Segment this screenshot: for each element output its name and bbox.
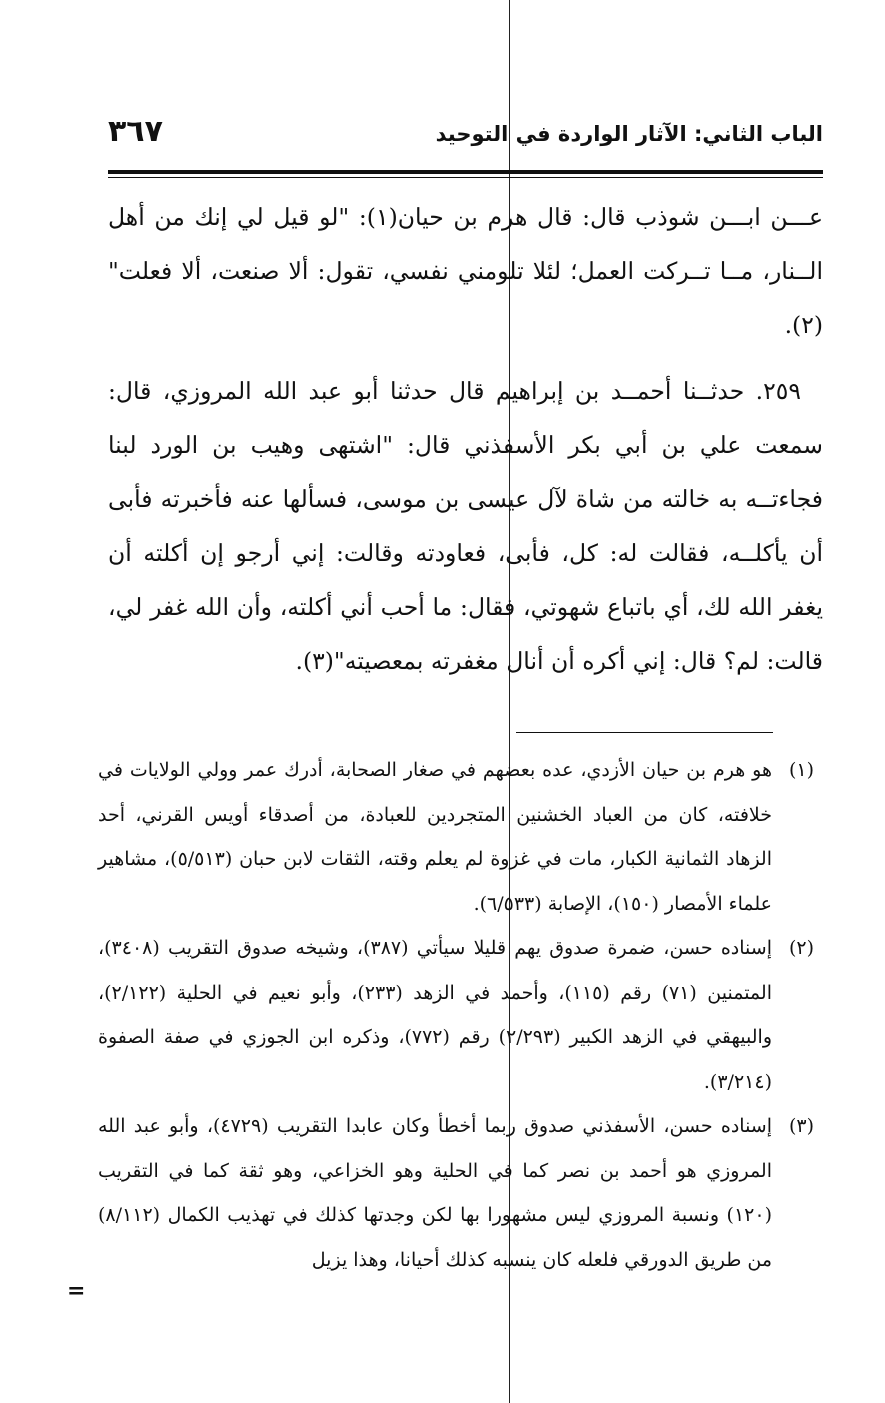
main-text — [108, 190, 823, 688]
footnotes — [98, 748, 814, 1282]
footnote — [98, 926, 814, 1104]
continuation-mark: = — [67, 1278, 86, 1304]
footnote-marker: (٢) — [788, 937, 814, 959]
page-number: ٣٦٧ — [108, 114, 163, 149]
footnote-text: إسناده حسن، الأسفذني صدوق ربما أخطأ وكان عابدا التقريب (٤٧٢٩)، وأبو عبد الله المروزي هو أحمد بن نصر كما في الحلية وهو الخزاعي، وهو ثقة كما في التقريب (١٢٠) ونسبة المروزي ليس مشهورا بها لكن وجدتها كذلك في تهذيب الكمال (٨/١١٢) من طريق الدورقي فلعله كان ينسبه كذلك أحيانا، وهذا يزيل — [98, 1115, 772, 1271]
footnote — [98, 748, 814, 926]
footnote-text: هو هرم بن حيان الأزدي، عده بعضهم في صغار الصحابة، أدرك عمر وولي الولايات في خلافته، كان من العباد الخشنين المتجردين للعبادة، من أصدقاء أويس القرني، أحد الزهاد الثمانية الكبار، مات في غزوة لم يعلم وقته، الثقات لابن حبان (٥/٥١٣)، مشاهير علماء الأمصار (١٥٠)، الإصابة (٦/٥٣٣). — [98, 759, 772, 915]
header-rule-thick — [108, 170, 823, 174]
header-rule-thin — [108, 177, 823, 178]
footnote — [98, 1104, 814, 1282]
running-head: الباب الثاني: الآثار الواردة في التوحيد — [435, 122, 823, 146]
footnote-marker: (١) — [788, 759, 814, 781]
footnote-separator — [516, 732, 773, 733]
paragraph: عـــن ابـــن شوذب قال: قال هرم بن حيان(١): "لو قيل لي إنك من أهل الــنار، مــا تــركت العمل؛ لئلا تلومني نفسي، تقول: ألا صنعت، ألا فعلت"(٢). — [108, 203, 823, 339]
page-header — [108, 112, 823, 160]
footnote-text: إسناده حسن، ضمرة صدوق يهم قليلا سيأتي (٣٨٧)، وشيخه صدوق التقريب (٣٤٠٨)، المتمنين (٧١) رقم (١١٥)، وأحمد في الزهد (٢٣٣)، وأبو نعيم في الحلية (٢/١٢٢)، والبيهقي في الزهد الكبير (٢/٢٩٣) رقم (٧٧٢)، وذكره ابن الجوزي في صفة الصفوة (٣/٢١٤). — [98, 937, 772, 1093]
footnote-marker: (٣) — [788, 1115, 814, 1137]
paragraph: ٢٥٩. حدثــنا أحمــد بن إبراهيم قال حدثنا أبو عبد الله المروزي، قال: سمعت علي بن أبي بكر الأسفذني قال: "اشتهى وهيب بن الورد لبنا فجاءتــه به خالته من شاة لآل عيسى بن موسى، فسألها عنه فأخبرته فأبى أن يأكلــه، فقالت له: كل، فأبى، فعاودته وقالت: إني أرجو إن أكلته أن يغفر الله لك، أي باتباع شهوتي، فقال: ما أحب أني أكلته، وأن الله غفر لي، قالت: لم؟ قال: إني أكره أن أنال مغفرته بمعصيته"(٣). — [108, 377, 823, 675]
